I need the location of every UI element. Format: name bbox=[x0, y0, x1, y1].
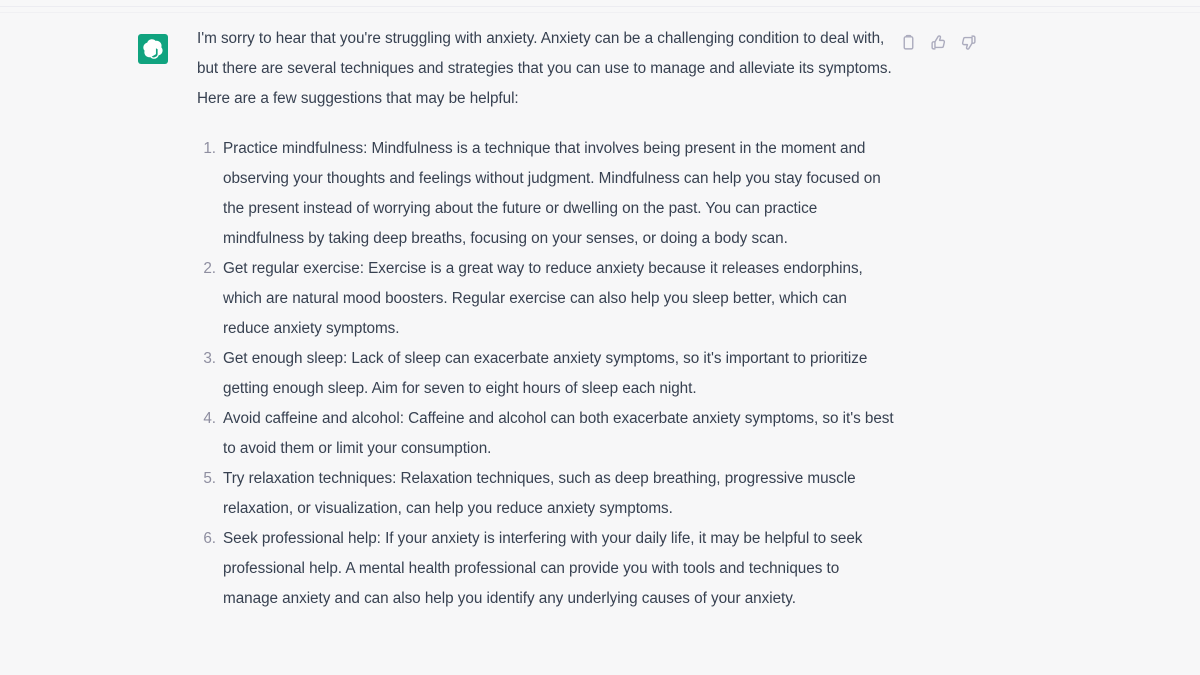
intro-paragraph: I'm sorry to hear that you're struggling with anxiety. Anxiety can be a challenging condition to deal with, but there are several techniques and strategies that you can use to manage and alleviate its symptoms. Here are a few suggestions that may be helpful: bbox=[197, 30, 892, 107]
thumbs-down-icon bbox=[960, 34, 977, 51]
message-content bbox=[197, 24, 897, 614]
message-divider-top bbox=[0, 6, 1200, 7]
thumbs-up-button[interactable] bbox=[930, 34, 947, 51]
list-item: Practice mindfulness: Mindfulness is a technique that involves being present in the moment and observing your thoughts and feelings without judgment. Mindfulness can help you stay focused on the present instead of worrying about the future or dwelling on the past. You can practice mindfulness by taking deep breaths, focusing on your senses, or doing a body scan. bbox=[223, 140, 881, 247]
openai-logo-icon bbox=[143, 39, 163, 59]
list-item: Avoid caffeine and alcohol: Caffeine and alcohol can both exacerbate anxiety symptoms, so it's best to avoid them or limit your consumption. bbox=[223, 410, 894, 457]
copy-button[interactable] bbox=[900, 34, 917, 51]
list-item: Try relaxation techniques: Relaxation techniques, such as deep breathing, progressive muscle relaxation, or visualization, can help you reduce anxiety symptoms. bbox=[223, 470, 856, 517]
assistant-avatar bbox=[138, 34, 168, 64]
list-item: Get regular exercise: Exercise is a great way to reduce anxiety because it releases endorphins, which are natural mood boosters. Regular exercise can also help you sleep better, which can reduce anxiety symptoms. bbox=[223, 260, 863, 337]
thumbs-up-icon bbox=[930, 34, 947, 51]
thumbs-down-button[interactable] bbox=[960, 34, 977, 51]
clipboard-icon bbox=[900, 34, 917, 51]
message-action-bar bbox=[900, 34, 977, 51]
suggestion-list bbox=[197, 134, 897, 614]
list-item: Get enough sleep: Lack of sleep can exacerbate anxiety symptoms, so it's important to prioritize getting enough sleep. Aim for seven to eight hours of sleep each night. bbox=[223, 350, 868, 397]
assistant-message bbox=[0, 13, 1200, 675]
list-item: Seek professional help: If your anxiety is interfering with your daily life, it may be helpful to seek professional help. A mental health professional can provide you with tools and techniques to manage anxiety and can also help you identify any underlying causes of your anxiety. bbox=[223, 530, 863, 607]
